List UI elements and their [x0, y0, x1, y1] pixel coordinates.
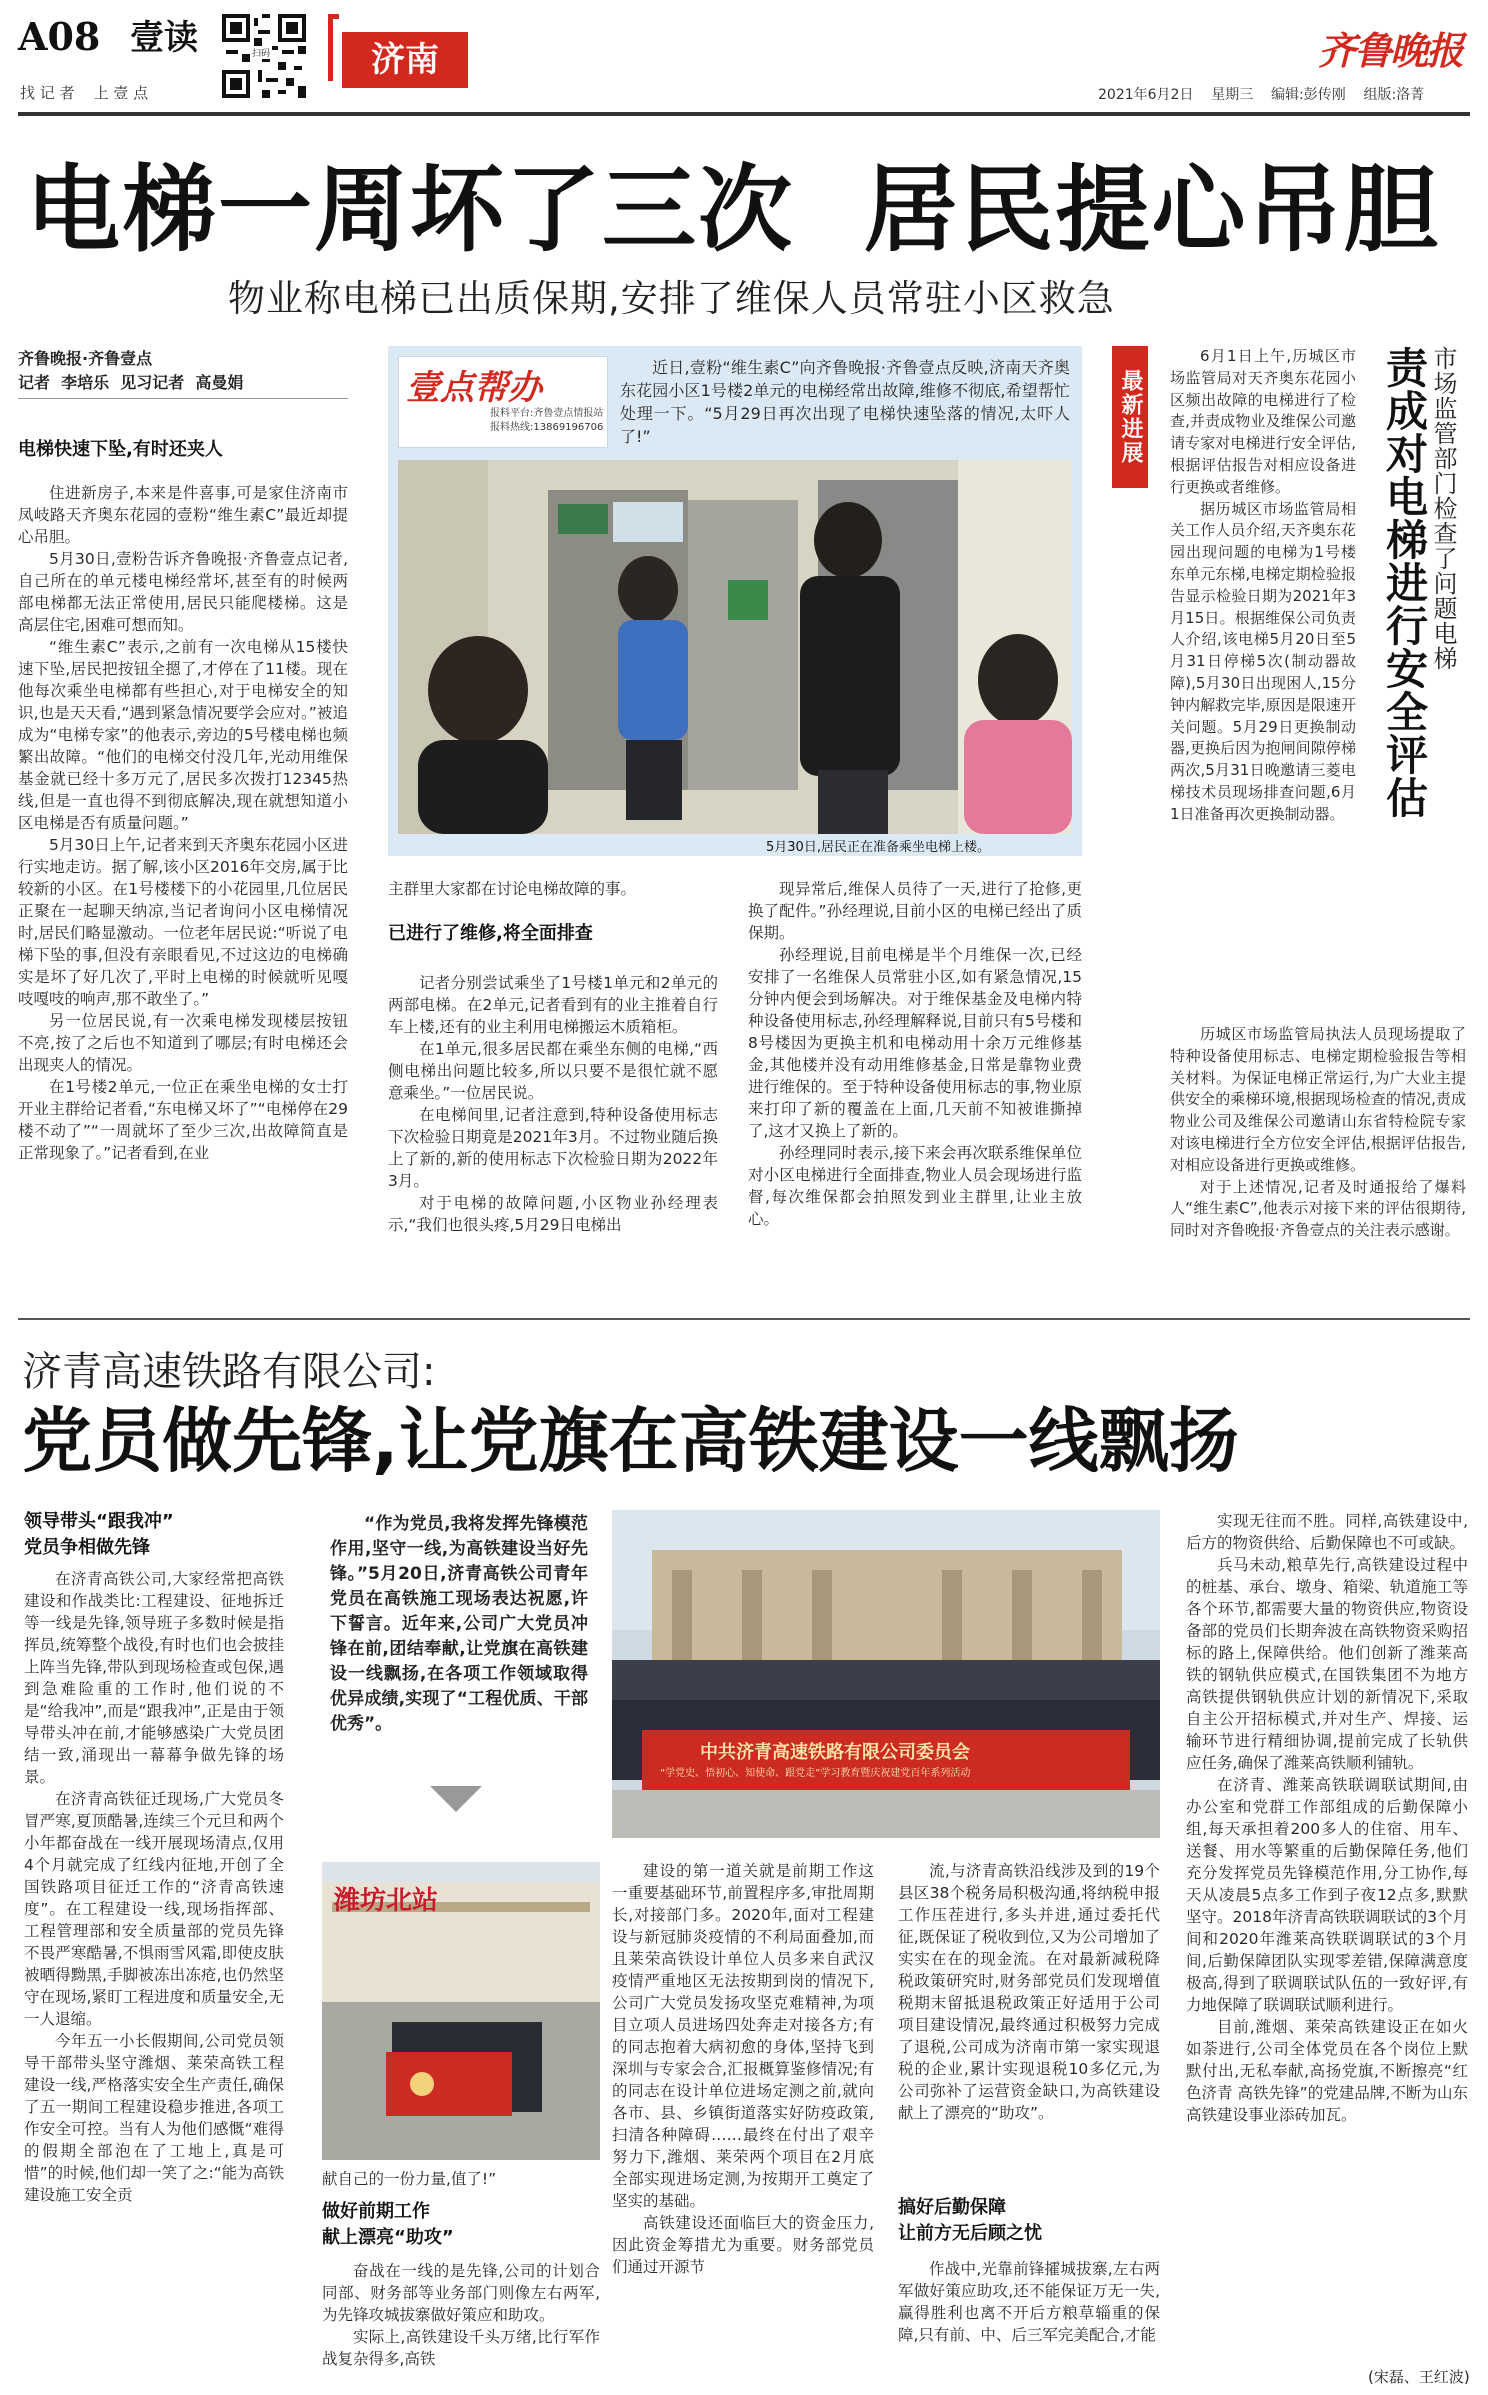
story2-col2 [322, 2260, 600, 2390]
paragraph: 5月30日,壹粉告诉齐鲁晚报·齐鲁壹点记者,自己所在的单元楼电梯经常坏,甚至有的时候两部电梯都无法正常使用,居民只能爬楼梯。这是高层住宅,困难可想而知。 [18, 550, 348, 634]
group-photo [612, 1510, 1160, 1838]
side-text-bottom [1170, 1024, 1466, 1314]
region-tab-bracket [328, 14, 339, 81]
story2-kicker: 济青高速铁路有限公司: [22, 1349, 436, 1395]
story1-headline: 电梯一周坏了三次 居民提心吊胆 [26, 156, 1440, 265]
paragraph: 据历城区市场监管局相关工作人员介绍,天齐奥东花园出现问题的电梯为1号楼东单元东梯,电梯定期检验报告显示检验日期为2021年3月15日。根据维保公司负责人介绍,该电梯5月20日至5月31日停梯5次(制动器故障),5月30日出现困人,15分钟内解救完毕,原因是限速开关问题。5月29日更换制动器,更换后因为抱闸间隙停梯两次,5月31日晚邀请三菱电梯技术员现场排查问题,6月1日准备再次更换制动器。 [1170, 499, 1356, 823]
elevator-photo [398, 460, 1072, 834]
story2-sub-1b: 党员争相做先锋 [24, 1537, 150, 1558]
story2-sub-1: 领导带头“跟我冲” [24, 1511, 174, 1532]
paragraph: 另一位居民说,有一次乘电梯发现楼层按钮不亮,按了之后也不知道到了哪层;有时电梯还会出现夹人的情况。 [18, 1012, 348, 1074]
story2-sub-2a: 做好前期工作 [322, 2201, 430, 2222]
paragraph: 在济青、潍莱高铁联调联试期间,由办公室和党群工作部组成的后勤保障小组,每天承担着200多人的住宿、用车、送餐、用水等繁重的后勤保障任务,他们充分发挥党员先锋模范作用,分工协作,每天从凌晨5点多工作到子夜12点多,默默坚守。2018年济青高铁联调联试的3个月间和2020年潍莱高铁联调联试的3个月间,后勤保障团队实现零差错,保障满意度极高,得到了联调联试队伍的一致好评,有力地保障了联调联试顺利进行。 [1186, 1776, 1468, 2014]
paragraph: 孙经理同时表示,接下来会再次联系维保单位对小区电梯进行全面排查,物业人员会现场进行监督,每次维保都会拍照发到业主群里,让业主放心。 [748, 1144, 1082, 1228]
help-phone: 报料热线:13869196706 [490, 422, 604, 433]
side-text-top [1170, 346, 1356, 936]
story2-quote: “作为党员,我将发挥先锋模范作用,坚守一线,为高铁建设当好先锋。”5月20日,济青高铁公司青年党员在高铁施工现场表达祝愿,许下誓言。近年来,公司广大党员冲锋在前,团结奉献,让党旗在高铁建设一线飘扬,在各项工作领域取得优异成绩,实现了“工程优质、干部优秀”。 [330, 1514, 588, 1734]
paragraph: 住进新房子,本来是件喜事,可是家住济南市凤岐路天齐奥东花园的壹粉“维生素C”最近却提心吊胆。 [18, 484, 348, 546]
byline-reporters: 记者 李培乐 见习记者 高曼娟 [18, 373, 244, 392]
paragraph: 记者分别尝试乘坐了1号楼1单元和2单元的两部电梯。在2单元,记者看到有的业主推着自行车上楼,还有的业主利用电梯搬运木质箱柜。 [388, 974, 718, 1036]
paragraph: 在1单元,很多居民都在乘坐东侧的电梯,“西侧电梯出问题比较多,所以只要不是很忙就不愿意乘坐。”一位居民说。 [388, 1040, 718, 1102]
side-head-big: 责成对电梯进行安全评估 [1380, 346, 1429, 819]
date-line: 2021年6月2日 星期三 编辑:彭传刚 组版:洛菁 [1098, 87, 1425, 103]
paragraph: 在1号楼2单元,一位正在乘坐电梯的女士打开业主群给记者看,“东电梯又坏了”“电梯停在29楼不动了”“一周就坏了至少三次,出故障简直是正常现象了。”记者看到,在业 [18, 1078, 348, 1162]
story1-sub-1: 电梯快速下坠,有时还夹人 [18, 439, 223, 460]
paragraph: 实现无往而不胜。同样,高铁建设中,后方的物资供给、后勤保障也不可或缺。 [1186, 1512, 1468, 1552]
story2-col3 [612, 1860, 874, 2390]
paragraph: 实际上,高铁建设千头万绪,比行军作战复杂得多,高铁 [322, 2328, 600, 2368]
story1-sub-2: 已进行了维修,将全面排查 [388, 923, 593, 944]
brand-logo: 齐鲁晚报 [1318, 28, 1463, 73]
paragraph: 奋战在一线的是先锋,公司的计划合同部、财务部等业务部门则像左右两军,为先锋攻城拔寨做好策应和助攻。 [322, 2262, 600, 2324]
paragraph: 目前,潍烟、莱荣高铁建设正在如火如荼进行,公司全体党员在各个岗位上默默付出,无私奉献,高扬党旗,不断擦亮“红色济青 高铁先锋”的党建品牌,不断为山东高铁建设事业添砖加瓦。 [1186, 2018, 1468, 2124]
section-name: 壹读 [130, 18, 198, 58]
story1-col2-top: 主群里大家都在讨论电梯故障的事。 [388, 880, 637, 898]
paragraph: 在电梯间里,记者注意到,特种设备使用标志下次检验日期竟是2021年3月。不过物业随后换上了新的,新的使用标志下次检验日期为2022年3月。 [388, 1106, 718, 1190]
story2-col5 [1186, 1510, 1468, 2372]
help-intro: 近日,壹粉“维生素C”向齐鲁晚报·齐鲁壹点反映,济南天齐奥东花园小区1号楼2单元的电梯经常出故障,维修不彻底,希望帮忙处理一下。“5月29日再次出现了电梯快速坠落的情况,太吓人了!” [620, 358, 1070, 446]
story1-col2 [388, 972, 718, 1302]
story2-credit: (宋磊、王红波) [1368, 2368, 1470, 2386]
story2-col1 [24, 1568, 284, 2388]
byline-rule [18, 398, 348, 399]
paragraph: 历城区市场监管局执法人员现场提取了特种设备使用标志、电梯定期检验报告等相关材料。为保证电梯正常运行,为广大业主提供安全的乘梯环境,根据现场检查的情况,责成物业公司及维保公司邀请山东省特检院专家对该电梯进行全方位安全评估,根据评估报告,对相应设备进行更换或维修。 [1170, 1025, 1466, 1174]
paragraph: 今年五一小长假期间,公司党员领导干部带头坚守潍烟、莱荣高铁工程建设一线,严格落实安全生产责任,确保了五一期间工程建设稳步推进,各项工作安全可控。当有人为他们感慨“难得的假期全部泡在了工地上,真是可惜”的时候,他们却一笑了之:“能为高铁建设施工安全贡 [24, 2032, 284, 2204]
quote-pointer [430, 1786, 482, 1812]
story2-col4 [898, 1860, 1160, 2160]
story1-subheadline: 物业称电梯已出质保期,安排了维保人员常驻小区救急 [228, 277, 1115, 320]
paragraph: 高铁建设还面临巨大的资金压力,因此资金筹措尤为重要。财务部党员们通过开源节 [612, 2214, 874, 2276]
story-divider [18, 1318, 1470, 1320]
paragraph: 在济青高铁征迁现场,广大党员冬冒严寒,夏顶酷暑,连续三个元旦和两个小年都奋战在一线开展现场清点,仅用4个月就完成了红线内征地,开创了全国铁路项目征迁工作的“济青高铁速度”。在工程建设一线,现场指挥部、工程管理部和安全质量部的党员先锋不畏严寒酷暑,不惧雨雪风霜,即使皮肤被晒得黝黑,手脚被冻出冻疮,也仍然坚守在现场,紧盯工程进度和质量安全,无一人退缩。 [24, 1790, 284, 2028]
paragraph: 兵马未动,粮草先行,高铁建设过程中的桩基、承台、墩身、箱梁、轨道施工等各个环节,都需要大量的物资供应,物资设备部的党员们长期奔波在高铁物资采购招标的路上,保障供给。他们创新了潍莱高铁的钢轨供应模式,在国铁集团不为地方高铁提供钢轨供应计划的新情况下,采取自主公开招标模式,并对生产、焊接、运输环节进行精细协调,提前完成了长轨供应任务,确保了潍莱高铁顺利铺轨。 [1186, 1556, 1468, 1772]
paragraph: “维生素C”表示,之前有一次电梯从15楼快速下坠,居民把按钮全摁了,才停在了11楼。现在他每次乘坐电梯都有些担心,对于电梯安全的知识,也是天天看,“遇到紧急情况要学会应对。”被追成为“电梯专家”的他表示,旁边的5号楼电梯也频繁出故障。“他们的电梯交付没几年,光动用维保基金就已经十多万元了,居民多次拨打12345热线,但是一直也得不到彻底解决,现在就想知道小区电梯是否有质量问题。” [18, 638, 348, 832]
paragraph: 对于电梯的故障问题,小区物业孙经理表示,“我们也很头疼,5月29日电梯出 [388, 1194, 718, 1234]
story2-sub-2b: 献上漂亮“助攻” [322, 2227, 454, 2248]
story2-col4-b [898, 2258, 1160, 2388]
help-logo: 壹点帮办 [406, 368, 542, 408]
byline-source: 齐鲁晚报·齐鲁壹点 [18, 349, 153, 368]
qr-label: 扫码 [250, 46, 272, 59]
paragraph: 对于上述情况,记者及时通报给了爆料人“维生素C”,他表示对接下来的评估很期待,同时对齐鲁晚报·齐鲁壹点的关注表示感谢。 [1170, 1177, 1466, 1240]
help-hotline: 报料平台:齐鲁壹点情报站 [490, 408, 604, 419]
story2-col2-top: 献自己的一份力量,值了!” [322, 2170, 497, 2188]
paragraph: 作战中,光靠前锋攉城拔寨,左右两军做好策应助攻,还不能保证万无一失,赢得胜利也离不开后方粮草辎重的保障,只有前、中、后三军完美配合,才能 [898, 2260, 1160, 2344]
paragraph: 6月1日上午,历城区市场监管局对天齐奥东花园小区频出故障的电梯进行了检查,并责成物业及维保公司邀请专家对电梯进行安全评估,根据评估报告对相应设备进行更换或者维修。 [1170, 347, 1356, 496]
side-head-small: 市场监管部门检查了问题电梯 [1429, 346, 1457, 671]
story2-sub-4a: 搞好后勤保障 [898, 2197, 1006, 2218]
paragraph: 建设的第一道关就是前期工作这一重要基础环节,前置程序多,审批周期长,对接部门多。2020年,面对工程建设与新冠肺炎疫情的不利局面叠加,而且莱荣高铁设计单位人员多来自武汉疫情严重地区无法按期到岗的情况下,公司广大党员发扬攻坚克难精神,为项目立项人员进场四处奔走对接各方;有的同志抱着大病初愈的身体,坚持飞到深圳与专家会合,汇报概算鉴修情况;有的同志在设计单位进场定测之前,就向各市、县、乡镇街道落实好防疫政策,扫清各种障碍……最终在付出了艰辛努力下,潍烟、莱荣两个项目在2月底全部实现进场定测,为按期开工奠定了坚实的基础。 [612, 1862, 874, 2210]
latest-tag: 最新进展 [1112, 346, 1148, 488]
paragraph: 孙经理说,目前电梯是半个月维保一次,已经安排了一名维保人员常驻小区,如有紧急情况,15分钟内便会到场解决。对于维保基金及电梯内特种设备使用标志,孙经理解释说,目前只有5号楼和8号楼因为更换主机和电梯动用十余万元维修基金,其他楼并没有动用维修基金,日常是靠物业费进行维保的。至于特种设备使用标志的事,物业原来打印了新的覆盖在上面,几天前不知被谁撕掉了,这才又换上了新的。 [748, 946, 1082, 1140]
paragraph: 在济青高铁公司,大家经常把高铁建设和作战类比:工程建设、征地拆迁等一线是先锋,领导班子多数时候是指挥员,统筹整个战役,有时也们也会披挂上阵当先锋,带队到现场检查或包保,遇到急难险重的工作时,他们说的不是“给我冲”,而是“跟我冲”,正是由于领导带头冲在前,才能够感染广大党员团结一致,涌现出一幕幕争做先锋的场景。 [24, 1570, 284, 1786]
header-rule [18, 112, 1470, 116]
banner-text: 中共济青高速铁路有限公司委员会 [700, 1742, 970, 1763]
slogan: 找 记 者 上 壹 点 [20, 84, 149, 102]
banner-sub: “学党史、悟初心、知使命、跟党走”学习教育暨庆祝建党百年系列活动 [660, 1768, 971, 1779]
story1-col1 [18, 482, 348, 1482]
page-number: A08 [18, 14, 101, 59]
region-tab[interactable]: 济南 [342, 32, 468, 88]
story2-sub-4b: 让前方无后顾之忧 [898, 2223, 1042, 2244]
story2-headline: 党员做先锋,让党旗在高铁建设一线飘扬 [22, 1400, 1239, 1482]
station-sign: 潍坊北站 [334, 1886, 439, 1916]
paragraph: 5月30日上午,记者来到天齐奥东花园小区进行实地走访。据了解,该小区2016年交房,属于比较新的小区。在1号楼楼下的小花园里,几位居民正聚在一起聊天纳凉,当记者询问小区电梯情况时,居民们略显激动。一位老年居民说:“听说了电梯下坠的事,但没有亲眼看见,不过这边的电梯确实是坏了好几次了,平时上电梯的时候就听见嘎吱嘎吱的响声,那不敢坐了。” [18, 836, 348, 1008]
story1-col3 [748, 878, 1082, 1298]
paragraph: 现异常后,维保人员待了一天,进行了抢修,更换了配件。”孙经理说,目前小区的电梯已经出了质保期。 [748, 880, 1082, 942]
paragraph: 流,与济青高铁沿线涉及到的19个县区38个税务局积极沟通,将纳税申报工作压茬进行,多头并进,通过委托代征,既保证了税收到位,又为公司增加了实实在在的现金流。在对最新减税降税政策研究时,财务部党员们发现增值税期末留抵退税政策正好适用于公司项目建设情况,最终通过积极努力完成了退税,公司成为济南市第一家实现退税的企业,累计实现退税10多亿元,为公司弥补了运营资金缺口,为高铁建设献上了漂亮的“助攻”。 [898, 1862, 1160, 2122]
photo-caption: 5月30日,居民正在准备乘坐电梯上楼。 [766, 840, 990, 855]
